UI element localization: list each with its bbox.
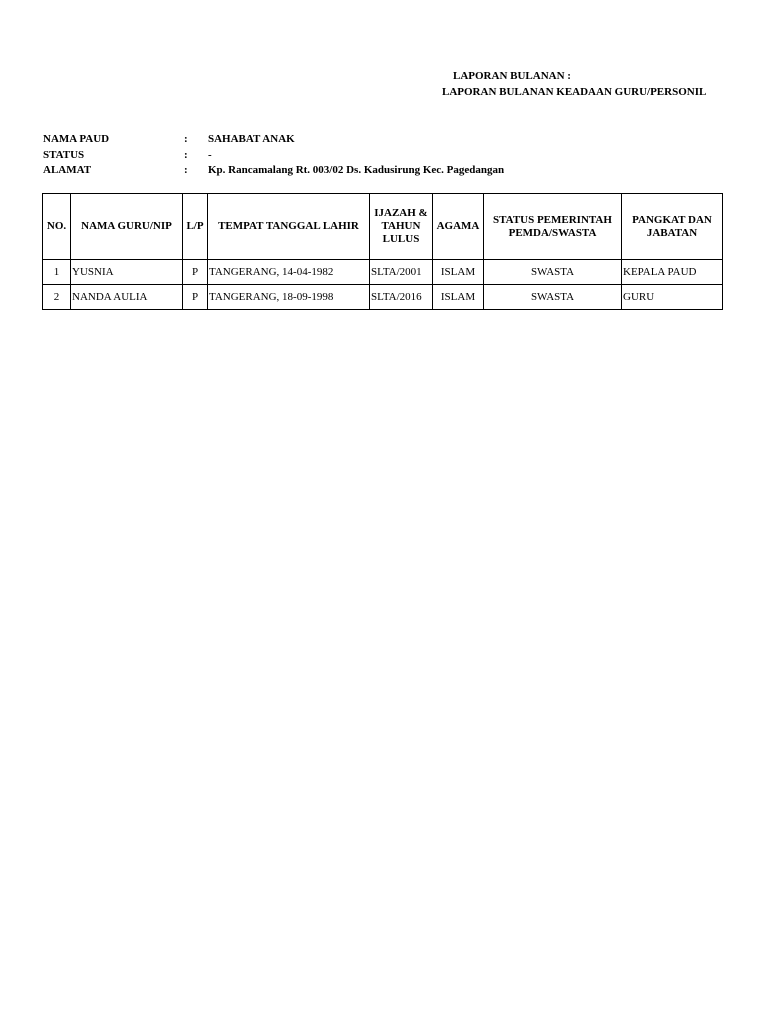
info-value: SAHABAT ANAK [208,133,295,145]
cell-ijazah: SLTA/2016 [370,285,433,310]
header-pangkat: PANGKAT DAN JABATAN [622,194,723,260]
info-value: - [208,148,212,161]
info-row-nama-paud [43,132,504,148]
cell-no: 1 [43,260,71,285]
info-label: NAMA PAUD [43,133,110,145]
info-row-alamat [43,163,504,179]
cell-status: SWASTA [484,260,622,285]
header-status: STATUS PEMERINTAH PEMDA/SWASTA [484,194,622,260]
info-label: STATUS [43,148,85,161]
cell-lp: P [183,285,208,310]
cell-ttl: TANGERANG, 18-09-1998 [208,285,370,310]
info-colon: : [184,148,188,161]
header-no: NO. [43,194,71,260]
cell-lp: P [183,260,208,285]
cell-agama: ISLAM [433,260,484,285]
cell-ijazah: SLTA/2001 [370,260,433,285]
cell-pangkat: GURU [622,285,723,310]
info-colon: : [184,133,188,145]
header-ijazah: IJAZAH & TAHUN LULUS [370,194,433,260]
cell-pangkat: KEPALA PAUD [622,260,723,285]
header-lp: L/P [183,194,208,260]
info-label: ALAMAT [43,164,92,176]
header-agama: AGAMA [433,194,484,260]
school-info [43,132,504,179]
table-header-row [43,194,723,260]
report-title: LAPORAN BULANAN : [453,70,571,82]
cell-agama: ISLAM [433,285,484,310]
info-row-status [43,148,504,164]
cell-nama: YUSNIA [71,260,183,285]
info-colon: : [184,164,188,176]
staff-table [42,193,723,310]
cell-status: SWASTA [484,285,622,310]
info-value: Kp. Rancamalang Rt. 003/02 Ds. Kadusirung Kec. Pagedangan [208,164,505,176]
report-subtitle: LAPORAN BULANAN KEADAAN GURU/PERSONIL [442,86,707,98]
cell-no: 2 [43,285,71,310]
table-row [43,260,723,285]
table-row [43,285,723,310]
header-ttl: TEMPAT TANGGAL LAHIR [208,194,370,260]
cell-nama: NANDA AULIA [71,285,183,310]
header-nama-guru: NAMA GURU/NIP [71,194,183,260]
cell-ttl: TANGERANG, 14-04-1982 [208,260,370,285]
